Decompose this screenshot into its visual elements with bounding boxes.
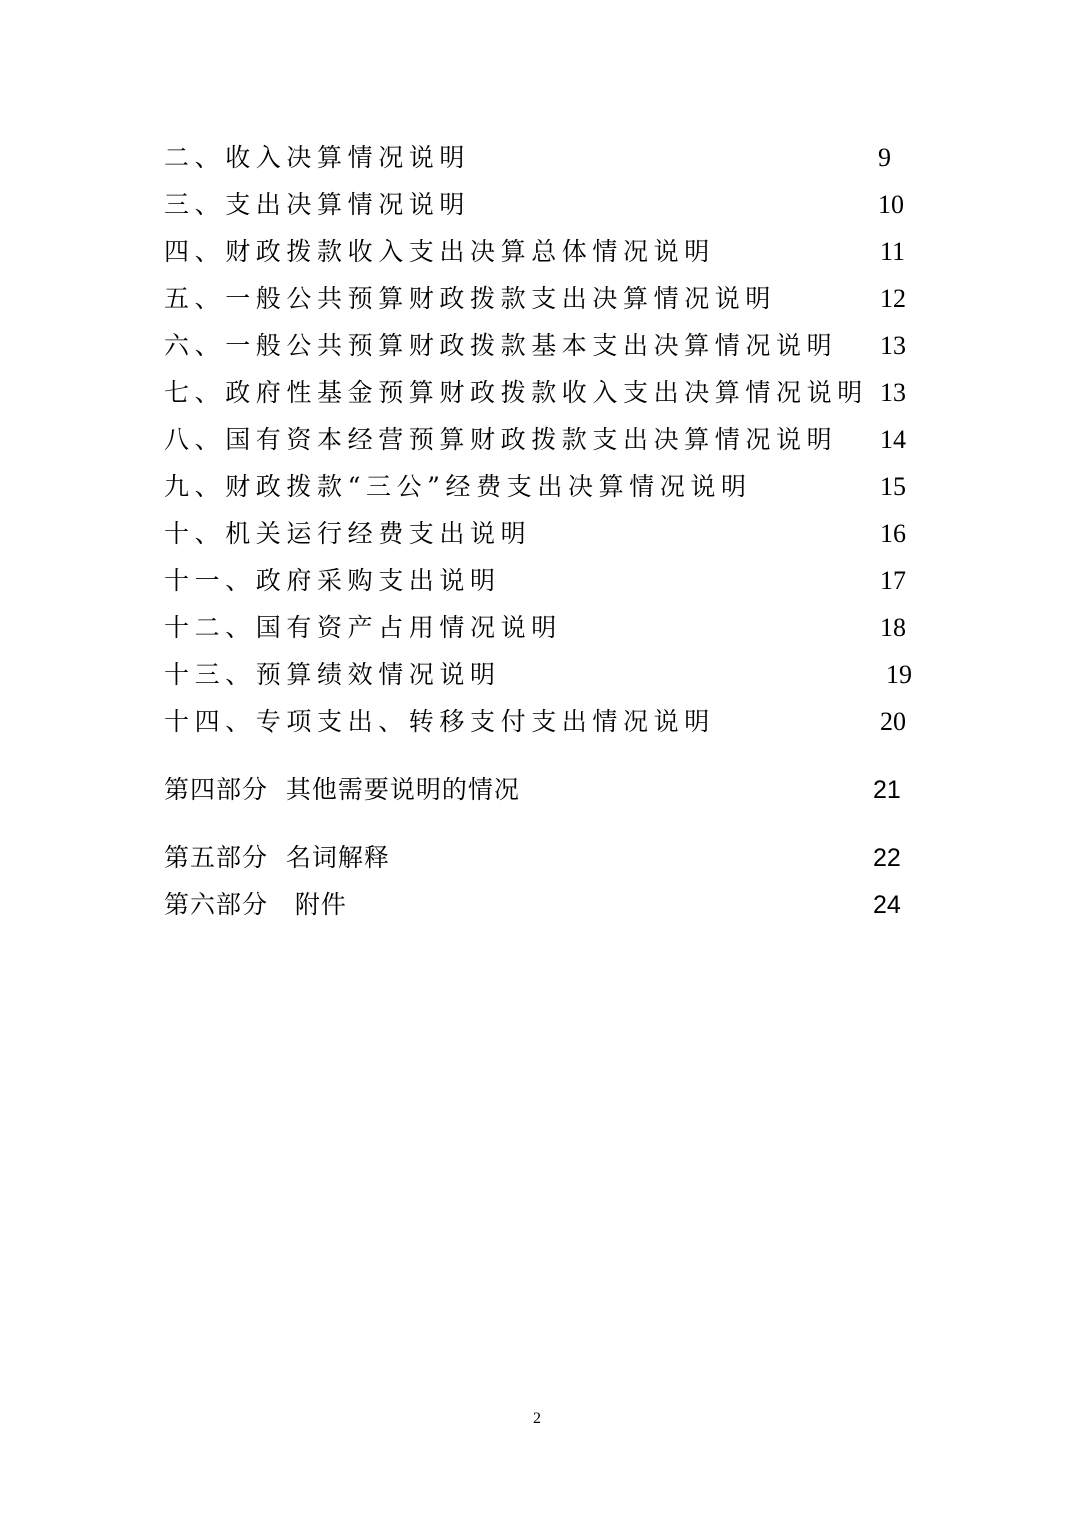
toc-entry-page: 20 <box>880 707 906 736</box>
toc-entry-label: 六、一般公共预算财政拨款基本支出决算情况说明 <box>164 331 838 360</box>
toc-entry[interactable] <box>0 418 1074 462</box>
toc-entry-label: 九、财政拨款“三公”经费支出决算情况说明 <box>164 472 752 501</box>
toc-entry-label: 十二、国有资产占用情况说明 <box>164 613 562 642</box>
toc-entry-page: 16 <box>880 519 906 548</box>
toc-entry[interactable] <box>0 606 1074 650</box>
toc-entry-page: 18 <box>880 613 906 642</box>
toc-entry-page: 13 <box>880 331 906 360</box>
toc-entry-page: 11 <box>880 237 906 266</box>
toc-entry-label: 三、支出决算情况说明 <box>164 190 471 219</box>
toc-entry-label: 十三、预算绩效情况说明 <box>164 660 501 689</box>
toc-entry-page: 9 <box>878 143 891 172</box>
toc-entry[interactable] <box>0 465 1074 509</box>
toc-entry-label: 四、财政拨款收入支出决算总体情况说明 <box>164 237 715 266</box>
toc-entry[interactable] <box>0 371 1074 415</box>
toc-entry-label: 十、机关运行经费支出说明 <box>164 519 532 548</box>
toc-part-page: 22 <box>873 844 901 872</box>
toc-part-page: 21 <box>873 776 901 804</box>
toc-entry-label: 十四、专项支出、转移支付支出情况说明 <box>164 707 715 736</box>
toc-part-label: 第六部分 附件 <box>164 890 347 919</box>
toc-entry[interactable] <box>0 700 1074 744</box>
toc-entry[interactable] <box>0 653 1074 697</box>
toc-part-page: 24 <box>873 891 901 919</box>
toc-entry-label: 十一、政府采购支出说明 <box>164 566 501 595</box>
toc-entry-page: 10 <box>878 190 904 219</box>
toc-entry[interactable] <box>0 324 1074 368</box>
toc-entry-label: 五、一般公共预算财政拨款支出决算情况说明 <box>164 284 777 313</box>
toc-part-entry[interactable] <box>0 836 1074 880</box>
toc-entry-label: 八、国有资本经营预算财政拨款支出决算情况说明 <box>164 425 838 454</box>
page-number: 2 <box>533 1410 541 1427</box>
toc-entry[interactable] <box>0 559 1074 603</box>
toc-entry-page: 15 <box>880 472 906 501</box>
toc-entry[interactable] <box>0 277 1074 321</box>
toc-part-entry[interactable] <box>0 768 1074 812</box>
toc-part-label: 第四部分 其他需要说明的情况 <box>164 775 520 804</box>
toc-entry[interactable] <box>0 512 1074 556</box>
toc-entry-page: 17 <box>880 566 906 595</box>
toc-part-label: 第五部分 名词解释 <box>164 843 390 872</box>
toc-entry[interactable] <box>0 230 1074 274</box>
toc-entry-page: 19 <box>886 660 912 689</box>
toc-entry-page: 14 <box>880 425 906 454</box>
toc-entry-page: 12 <box>880 284 906 313</box>
toc-entry[interactable] <box>0 183 1074 227</box>
toc-entry-page: 13 <box>880 378 906 407</box>
toc-entry-label: 二、收入决算情况说明 <box>164 143 471 172</box>
toc-part-entry[interactable] <box>0 883 1074 927</box>
toc-entry-label: 七、政府性基金预算财政拨款收入支出决算情况说明 <box>164 378 868 407</box>
toc-entry[interactable] <box>0 136 1074 180</box>
